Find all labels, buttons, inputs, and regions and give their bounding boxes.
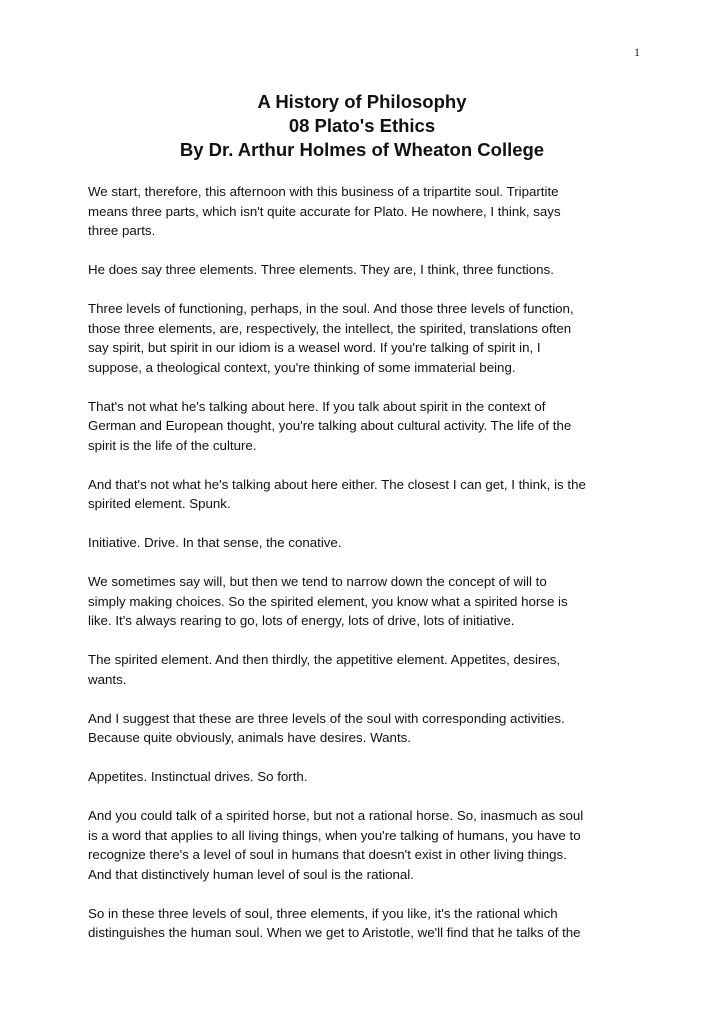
text-line: The spirited element. And then thirdly, the appetitive element. Appetites, desires, bbox=[88, 652, 561, 667]
text-line: And that distinctively human level of soul is the rational. bbox=[88, 866, 414, 882]
text-line: those three elements, are, respectively, the intellect, the spirited, translations often bbox=[88, 320, 572, 336]
text-line: Because quite obviously, animals have desires. Wants. bbox=[88, 730, 411, 745]
paragraph-5 bbox=[88, 475, 638, 514]
text-line: like. It's always rearing to go, lots of energy, lots of drive, lots of initiative. bbox=[88, 613, 515, 628]
title-line-author: By Dr. Arthur Holmes of Wheaton College bbox=[179, 139, 545, 160]
text-line: Appetites. Instinctual drives. So forth. bbox=[88, 769, 308, 784]
paragraph-11 bbox=[88, 806, 638, 884]
transcript-body bbox=[88, 182, 638, 962]
text-line: So in these three levels of soul, three elements, if you like, it's the rational which bbox=[88, 905, 558, 921]
text-line: That's not what he's talking about here. If you talk about spirit in the context of bbox=[88, 398, 546, 414]
text-line: wants. bbox=[88, 671, 127, 687]
text-line: And I suggest that these are three levels of the soul with corresponding activities. bbox=[88, 710, 565, 726]
paragraph-10 bbox=[88, 767, 638, 787]
paragraph-7 bbox=[88, 572, 638, 631]
text-line: distinguishes the human soul. When we get to Aristotle, we'll find that he talks of the bbox=[88, 925, 581, 940]
text-line: German and European thought, you're talking about cultural activity. The life of the bbox=[88, 418, 572, 433]
text-line: spirit is the life of the culture. bbox=[88, 437, 257, 453]
paragraph-12 bbox=[88, 904, 638, 943]
text-line: simply making choices. So the spirited element, you know what a spirited horse is bbox=[88, 593, 568, 609]
document-title bbox=[88, 90, 636, 162]
title-line-lecture: 08 Plato's Ethics bbox=[288, 115, 436, 136]
paragraph-3 bbox=[88, 299, 638, 377]
paragraph-1 bbox=[88, 182, 638, 241]
text-line: And you could talk of a spirited horse, but not a rational horse. So, inasmuch as soul bbox=[88, 808, 584, 823]
paragraph-9 bbox=[88, 709, 638, 748]
text-line: suppose, a theological context, you're thinking of some immaterial being. bbox=[88, 359, 516, 375]
text-line: Three levels of functioning, perhaps, in the soul. And those three levels of function, bbox=[88, 301, 574, 316]
text-line: And that's not what he's talking about here either. The closest I can get, I think, is the bbox=[88, 476, 586, 492]
text-line: three parts. bbox=[88, 223, 156, 238]
text-line: is a word that applies to all living things, when you're talking of humans, you have to bbox=[88, 827, 581, 843]
text-line: spirited element. Spunk. bbox=[88, 496, 231, 511]
text-line: Initiative. Drive. In that sense, the conative. bbox=[88, 535, 342, 550]
text-line: He does say three elements. Three elements. They are, I think, three functions. bbox=[88, 262, 554, 277]
paragraph-8 bbox=[88, 650, 638, 689]
paragraph-2 bbox=[88, 260, 638, 280]
text-line: say spirit, but spirit in our idiom is a weasel word. If you're talking of spirit in, I bbox=[88, 340, 541, 355]
page-number: 1 bbox=[634, 45, 640, 59]
text-line: recognize there's a level of soul in humans that doesn't exist in other living things. bbox=[88, 847, 567, 862]
paragraph-4 bbox=[88, 397, 638, 456]
title-line-series: A History of Philosophy bbox=[257, 91, 467, 112]
text-line: We sometimes say will, but then we tend to narrow down the concept of will to bbox=[88, 574, 547, 589]
text-line: We start, therefore, this afternoon with this business of a tripartite soul. Tripartite bbox=[88, 184, 559, 199]
text-line: means three parts, which isn't quite accurate for Plato. He nowhere, I think, says bbox=[88, 203, 561, 219]
paragraph-6 bbox=[88, 533, 638, 553]
